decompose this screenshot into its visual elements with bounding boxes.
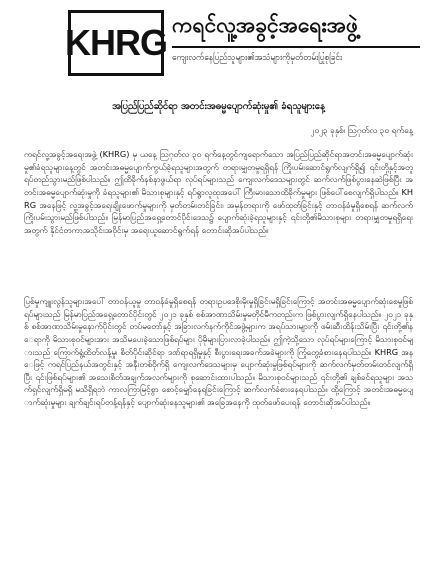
letterhead: [16, 10, 421, 78]
paragraph-2: ပြစ်မှုကျူးလွန်သူများအပေါ် တာဝန်ယူမှု တာဝန်ခံမှုရှိစေရန် တရားဥပဒေစိုးမိုးမှုရှိခြင်းမရှိခြင်းကြောင့် အတင်းအဓမ္မပျောက်ဆုံးစေမှုဖြစ်ရပ်များသည် မြန်မာပြည်အရှေ့တောင်ပိုင်းတွင် ၂၀၂၁ ခုနှစ် စစ်အာဏာသိမ်းမှုမတိုင်မီကတည်းက ဖြစ်ပွားလျက်ရှိနေပါသည်။ ၂၀၂၁ ခုနှစ် စစ်အာဏာသိမ်းမှုနောက်ပိုင်းတွင် တပ်မတော်နှင့် အခြားလက်နက်ကိုင်အဖွဲ့များက အရပ်သားများကို ဖမ်းဆီးထိန်းသိမ်းပြီး ၎င်းတို့၏နေရာကို မိသားစုဝင်များအား အသိမပေးခဲ့သောဖြစ်ရပ်များ ပိုမိုများပြားလာခဲ့ပါသည်။ ဤကဲ့သို့သော လုပ်ရပ်များကြောင့် မိသားစုဝင်များသည် ကြောက်ရွံ့ထိတ်လန့်မှု၊ စိတ်ပိုင်းဆိုင်ရာ ဒဏ်ရာရရှိမှုနှင့် စီးပွားရေးအခက်အခဲများကို ကြုံတွေ့ခံစားနေရပါသည်။ KHRG အနေဖြင့် ကရင်ပြည်နယ်အတွင်းနှင့် အနီးတစ်ဝိုက်ရှိ ကျေးလက်ဒေသများမှ ပျောက်ဆုံးမှုဖြစ်ရပ်များကို ဆက်လက်မှတ်တမ်းတင်လျက်ရှိပြီး ၎င်းဖြစ်ရပ်များ၏ အသေးစိတ်အချက်အလက်များကို စုဆောင်းထားပါသည်။ မိသားစုဝင်များသည် ၎င်းတို့၏ ချစ်ခင်ရသူများ အသက်ရှင်လျက်ရှိမရှိ မသိရှိရဘဲ ကာလကြာမြင့်စွာ စောင့်မျှော်နေရခြင်းကြောင့် ဆက်လက်ခံစားနေရပါသည်။ ထို့ကြောင့် အတင်းအဓမ္မပျောက်ဆုံးမှုများ ချက်ချင်းရပ်တန့်ရန်နှင့် ပျောက်ဆုံးနေသူများ၏ အခြေအနေကို ထုတ်ဖော်ပေးရန် တောင်းဆိုအပ်ပါသည်။: [24, 296, 413, 407]
document-date: ၂၀၂၃ ခုနှစ်၊ ဩဂုတ်လ ၃၀ ရက်နေ့: [310, 125, 413, 135]
organization-tagline: ကျေးလက်နေပြည်သူများ၏အသံများကိုမှတ်တမ်းပြုစုခြင်း: [172, 52, 343, 62]
logo-text: KHRG: [65, 22, 167, 63]
khrg-logo: [65, 10, 167, 76]
paragraph-1: ကရင်လူ့အခွင့်အရေးအဖွဲ့ (KHRG) မှ ယနေ့ ဩဂုတ်လ ၃၀ ရက်နေ့တွင်ကျရောက်သော အပြည်ပြည်ဆိုင်ရာအတင်းအဓမ္မပျောက်ဆုံးမှု၏ခံရသူများနေ့တွင် အတင်းအဓမ္မပျောက်ကွယ်ခဲ့ရသူများအတွက် တရားမျှတမှုရရှိရန် ကြိုးပမ်းဆောင်ရွက်လျက်ရှိ၍ ၎င်းတို့နှင့်အတူ ရပ်တည်သွားမည်ဖြစ်ပါသည်။ ဤထိခိုက်နစ်နာဖွယ်ရာ လုပ်ရပ်များသည် ကျေးလက်ဒေသများတွင် ဆက်လက်ဖြစ်ပွားနေဆဲဖြစ်ပြီး အတင်းအဓမ္မပျောက်ဆုံးမှုကို ခံရသူများ၏ မိသားစုများနှင့် ရပ်ရွာလူထုအပေါ် ကြီးမားသောထိခိုက်မှုများ ဖြစ်ပေါ်စေလျက်ရှိပါသည်။ KHRG အနေဖြင့် လူ့အခွင့်အရေးချိုးဖောက်မှုများကို မှတ်တမ်းတင်ခြင်း၊ အမှန်တရားကို ဖော်ထုတ်ခြင်းနှင့် တာဝန်ခံမှုရှိစေရန် ဆက်လက်ကြိုးပမ်းသွားမည်ဖြစ်ပါသည်။ မြန်မာပြည်အရှေ့တောင်ပိုင်းဒေသ၌ ပျောက်ဆုံးခဲ့ရသူများနှင့် ၎င်းတို့၏မိသားစုများ တရားမျှတမှုရရှိရေးအတွက် နိုင်ငံတကာအသိုင်းအဝိုင်းမှ အရေးယူဆောင်ရွက်ရန် တောင်းဆိုအပ်ပါသည်။: [24, 149, 413, 235]
header-divider: [172, 46, 420, 48]
document-title: အပြည်ပြည်ဆိုင်ရာ အတင်းအဓမ္မပျောက်ဆုံးမှု၏ ခံရသူများနေ့: [112, 101, 325, 112]
organization-name: ကရင်လူ့အခွင့်အရေးအဖွဲ့: [172, 13, 359, 37]
